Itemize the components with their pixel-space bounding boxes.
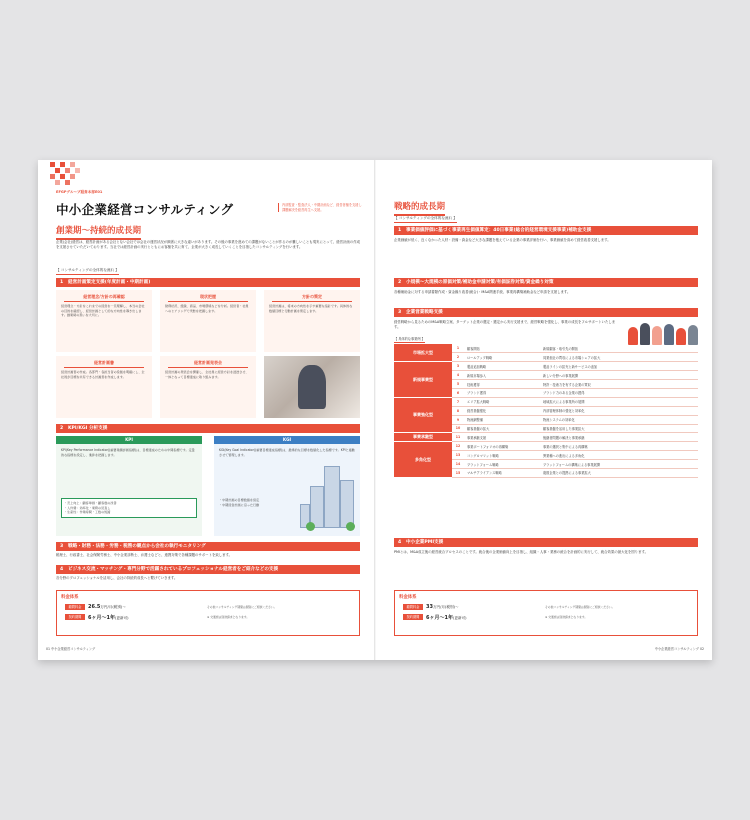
step-2-bar: 2 小規模～大規模の原価対策/補助金申請対策/有価証券対策/資金繰り対策 — [394, 278, 698, 287]
case-title: 物流網整備 — [464, 415, 540, 424]
checker-decoration — [44, 162, 84, 190]
group-label: 多角化型 — [394, 442, 452, 478]
panel-policy: 方針の策定 経営計画は、将来の方向性を示す重要な指針です。具体的な数値目標と行動計画を策定します。 — [264, 290, 360, 352]
case-title: 技術獲得 — [464, 380, 540, 389]
group-label: 新規事業型 — [394, 362, 452, 398]
flow-tag: 【 コンサルティングの全体的な流れ 】 — [394, 216, 457, 223]
case-desc: 新規顧客・取引先の開拓 — [540, 344, 698, 353]
case-title: 顧客基盤の拡大 — [464, 424, 540, 433]
kgi-text: KGI(Key Goal Indicator)(重要目標達成指標)は、最終的な目標を数値化した指標です。KPIと連動させて管理します。 — [219, 448, 355, 457]
kpi-point: ・売上向上：顧客単価・顧客数の改善 — [64, 501, 117, 505]
case-desc: 製品ラインの拡充と新サービスの追加 — [540, 362, 698, 371]
case-number: 4 — [452, 371, 464, 380]
case-number: 15 — [452, 468, 464, 477]
case-number: 8 — [452, 406, 464, 415]
step-1-bar: 1 事業価値評価に基づく事業再生価値算定：40日事業(総合的経営環境支援事業)補助金支援 — [394, 226, 698, 235]
price-title: 料金体系 — [399, 595, 417, 600]
fee-value: 33万円/月(税別)～ — [426, 604, 459, 610]
period-value: 6ヶ月～1年(更新可) — [88, 615, 129, 621]
case-desc: 事業の選択と集中による再構築 — [540, 442, 698, 451]
price-box — [394, 590, 698, 636]
case-title: ロールアップ戦略 — [464, 353, 540, 362]
case-desc: 特許・技術力を有する企業の買収 — [540, 380, 698, 389]
step-2-text: 各種補助金に対する申請書類作成・資金繰り改善(統合)・M&A関連手続、事業再構築補助金など申請を支援します。 — [394, 290, 571, 294]
kgi-point: ・中期経営計画に沿った行動 — [219, 502, 260, 507]
case-number: 2 — [452, 353, 464, 362]
kgi-box — [214, 436, 360, 536]
table-row — [394, 362, 698, 371]
case-number: 14 — [452, 460, 464, 469]
case-desc: 新しい分野への事業展開 — [540, 371, 698, 380]
table-title: 【 具体的な事業例 】 — [394, 337, 425, 341]
case-desc: 複数企業との提携による事業拡大 — [540, 468, 698, 477]
fee-tag: 顧問料金 — [403, 604, 423, 610]
period-tag: 契約期間 — [403, 614, 423, 620]
case-number: 1 — [452, 344, 464, 353]
case-desc: 内部管理体制の強化と効率化 — [540, 406, 698, 415]
case-title: プラットフォーム戦略 — [464, 460, 540, 469]
case-title: 製品追加戦略 — [464, 362, 540, 371]
group-label: 事業強化型 — [394, 397, 452, 433]
step-4-text: PMIとは、M&A成立後の経営統合プロセスのことです。統合後の企業価値向上を目指し、組織・人事・業務の統合を計画的に実行して、統合効果の最大化を図ります。 — [394, 550, 648, 554]
title-note: 内部監査・監査法人・中期計画など、経営者様を支援し課題解決を経営再生へ支援。 — [278, 203, 364, 212]
footer: 中小企業経営コンサルティング 02 — [654, 647, 704, 651]
magazine-spread — [38, 160, 712, 660]
kpi-point: ・生産性：作業時間・工数の短縮 — [64, 510, 111, 515]
case-number: 3 — [452, 362, 464, 371]
case-title: コングロマリット戦略 — [464, 451, 540, 460]
case-desc: プラットフォームの構築による事業展開 — [540, 460, 698, 469]
price-note: その他コンサルティング期間は個別にご相談ください。 — [207, 605, 277, 609]
kpi-title: KPI — [56, 436, 202, 444]
step-4-text: 各分野のプロフェッショナルを活用し、会社の持続的成長へと繋げていきます。 — [56, 576, 178, 580]
step-3-text: 経営戦略から見るためのM&A戦略立案、ターゲット企業の選定・選定から実行支援まで、経営戦略を強化し、事業の成長をフルサポートいたします。 — [394, 320, 616, 330]
price-note: ※ 交通費は別途請求となります。 — [207, 615, 250, 619]
table-row — [394, 344, 698, 353]
price-note: その他コンサルティング期間は個別にご相談ください。 — [545, 605, 615, 609]
kpi-point: ・人件費：効率化・業務の見直し — [64, 505, 111, 510]
case-title: 経営基盤強化 — [464, 406, 540, 415]
period-tag: 契約期間 — [65, 614, 85, 620]
step-2-bar: 2 KPI/KGI 分析支援 — [56, 424, 360, 433]
fee-value: 26.5万円/月(税別)～ — [88, 604, 126, 610]
step-1-text: 企業価値が低く、良くなかった人材・設備・資金など大きな課題を抱えている企業の事業評価を行い、事業価値を高めて経営改善支援します。 — [394, 238, 611, 242]
panel-plan-book: 経営計画書 経営計画書の作成。各部門・各担当者の役割を明確にし、全社員が目標を共有できる計画書を作成します。 — [56, 356, 152, 418]
step-3-bar: 3 戦略・財務・法務・労務・税務の観点から会社の執行モニタリング — [56, 542, 360, 551]
footer: 01 中小企業経営コンサルティング — [46, 647, 96, 651]
step-1-bar: 1 経営計画策定支援(年度計画・中期計画) — [56, 278, 360, 287]
case-title: 事業承継支援 — [464, 433, 540, 442]
period-value: 6ヶ月～1年(更新可) — [426, 615, 467, 621]
intro-text: 企業(会社)経営は、経営計画がある会社とない会社では会社の運営状況が顕著に大きな違いがあります。その後の事業を進めての課題がないことが作るのが難しいことも現実にとって、経営計画の作成を支援させていただいております。当社では経営計画の実行とともにお客様を共に育て、企業が大きく成長していくことを目指したコンサルティングを行います。 — [56, 240, 360, 250]
kpi-box — [56, 436, 202, 536]
price-box — [56, 590, 360, 636]
case-desc: 物流システムの効率化 — [540, 415, 698, 424]
kpi-text: KPI(Key Performance Indicator)(重要業績評価指標)は、目標達成のための中間指標です。定量的な指標を設定し、進捗を把握します。 — [61, 448, 195, 457]
case-number: 12 — [452, 442, 464, 451]
case-desc: 異業種への進出による多角化 — [540, 451, 698, 460]
case-title: 顧客開拓 — [464, 344, 540, 353]
case-number: 5 — [452, 380, 464, 389]
case-number: 10 — [452, 424, 464, 433]
right-page — [376, 160, 712, 660]
price-note: ※ 交通費は別途請求となります。 — [545, 615, 588, 619]
price-title: 料金体系 — [61, 595, 79, 600]
case-number: 9 — [452, 415, 464, 424]
table-row — [394, 442, 698, 451]
case-number: 6 — [452, 388, 464, 397]
group-label: 事業承継型 — [394, 433, 452, 442]
case-title: エリア拡大戦略 — [464, 397, 540, 406]
kgi-point: ・中期計画の目標数値を設定 — [219, 498, 260, 502]
case-desc: 顧客基盤を活用した事業拡大 — [540, 424, 698, 433]
meeting-photo — [264, 356, 360, 418]
case-desc: 地域拡大による事業所の展開 — [540, 397, 698, 406]
case-title: 事業ポートフォリオの再構築 — [464, 442, 540, 451]
case-title: 新規市場参入 — [464, 371, 540, 380]
step-4-bar: 4 ビジネス交流・マッチング・専門分野で活躍されているプロフェッショナル経営者をご紹介などの支援 — [56, 565, 360, 574]
case-title: マルチアライアンス戦略 — [464, 468, 540, 477]
step-4-bar: 4 中小企業PMI支援 — [394, 538, 698, 547]
case-table — [394, 344, 698, 478]
flow-tag: 【 コンサルティングの全体的な流れ 】 — [56, 268, 119, 275]
case-number: 13 — [452, 451, 464, 460]
left-page — [38, 160, 374, 660]
section-heading: 戦略的成長期 — [394, 200, 445, 216]
fee-tag: 顧問料金 — [65, 604, 85, 610]
panel-presentation: 経営計画発表会 経営計画の発表会を開催し、全社員に経営方針を浸透させ、一体となって目標達成に取り組みます。 — [160, 356, 256, 418]
page-title: 中小企業経営コンサルティング — [56, 202, 234, 217]
group-label: 市場拡大型 — [394, 344, 452, 362]
case-desc: 同業他社の買収による市場シェアの拡大 — [540, 353, 698, 362]
case-number: 11 — [452, 433, 464, 442]
category-label: EFGPグループ経営本部E01 — [56, 190, 103, 194]
case-number: 7 — [452, 397, 464, 406]
case-desc: ブランド力のある企業の獲得 — [540, 388, 698, 397]
section-heading: 創業期～持続的成長期 — [56, 224, 141, 240]
panel-philosophy: 経営理念/方針の再確認 経営理念・方針をこれまでの経営を一旦理解し、本当の会社の目的を確認し、経営計画として的な方向性を導き出します。創業時の思いを大切に。 — [56, 290, 152, 352]
case-title: ブランド獲得 — [464, 388, 540, 397]
table-row — [394, 397, 698, 406]
panel-current-state: 現状把握 財務状況、組織、商品、市場環境などを分析。経営者・社員へのヒアリングで実態を把握します。 — [160, 290, 256, 352]
step-3-text: 税理士、行政書士、社会保険労務士、中小企業診断士、弁護士などと、連携対策で各種課題のサポートを致します。 — [56, 553, 233, 557]
kgi-title: KGI — [214, 436, 360, 444]
people-illustration — [626, 321, 698, 345]
step-3-bar: 3 企業営業戦略支援 — [394, 308, 698, 317]
case-desc: 後継者問題の解決と事業承継 — [540, 433, 698, 442]
table-row — [394, 433, 698, 442]
